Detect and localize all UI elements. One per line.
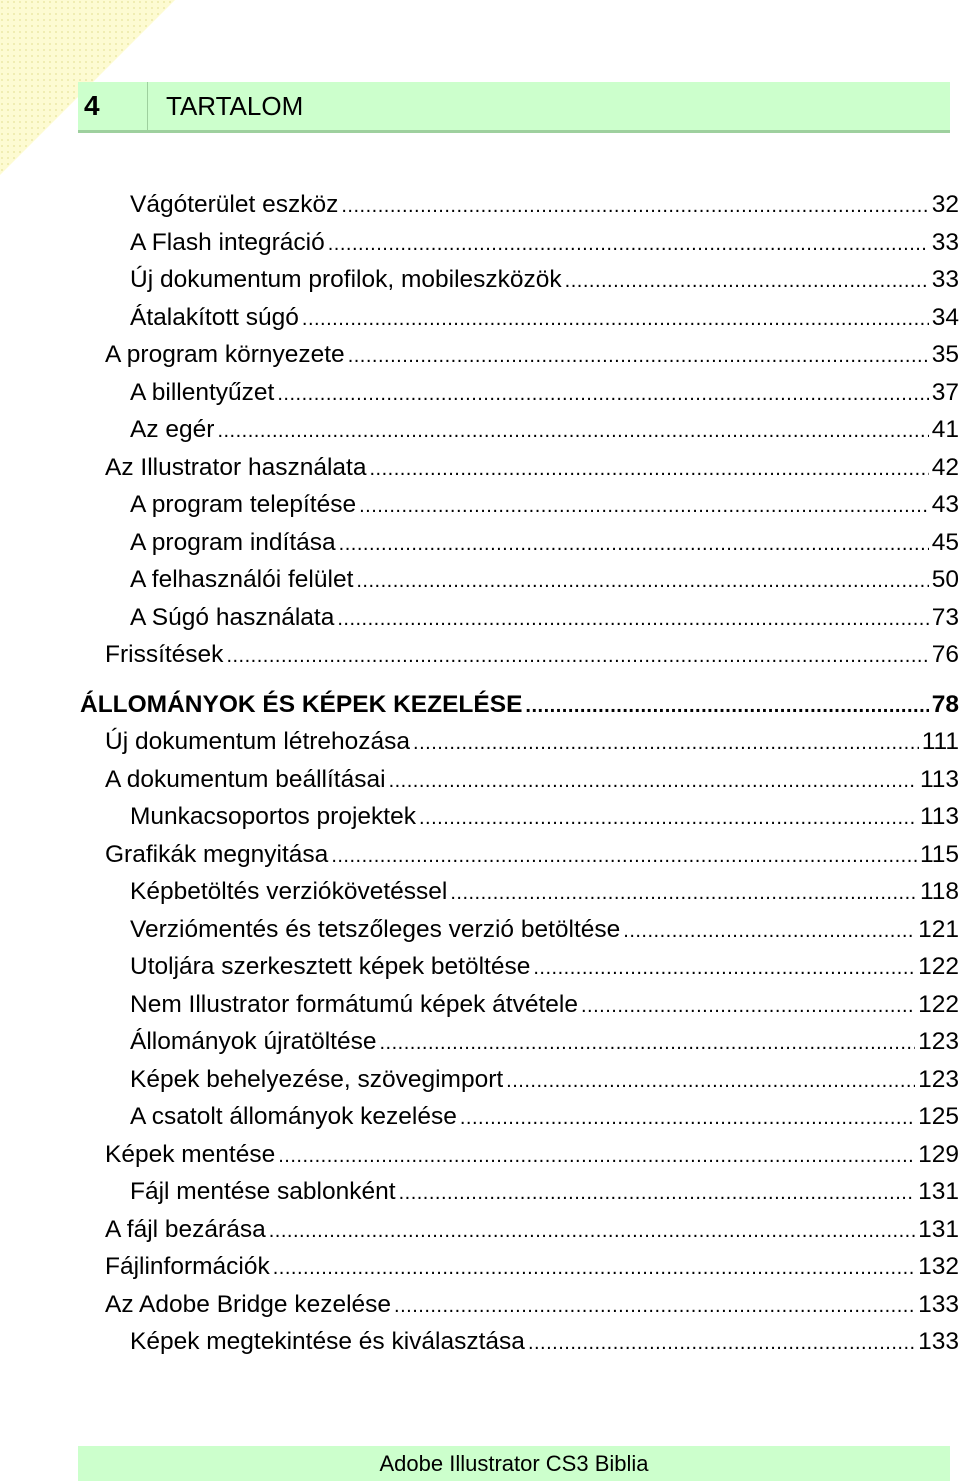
toc-dot-leader	[394, 1288, 915, 1324]
toc-entry	[105, 762, 960, 798]
toc-entry-title: Fájlinformációk	[105, 1253, 270, 1280]
toc-dot-leader	[356, 563, 928, 599]
toc-entry	[105, 1137, 960, 1173]
toc-entry-title: Munkacsoportos projektek	[130, 803, 416, 830]
toc-entry	[130, 912, 960, 948]
toc-entry-page: 78	[931, 691, 959, 718]
toc-entry	[105, 837, 960, 873]
toc-entry-page: 122	[918, 953, 959, 980]
toc-dot-leader	[450, 875, 917, 911]
toc-dot-leader	[379, 1025, 915, 1061]
toc-entry-title: A csatolt állományok kezelése	[130, 1103, 457, 1130]
toc-entry-title: Új dokumentum létrehozása	[105, 728, 411, 755]
toc-entry-page: 115	[919, 841, 959, 868]
toc-dot-leader	[533, 950, 915, 986]
toc-entry	[130, 799, 960, 835]
page-title: TARTALOM	[166, 91, 304, 121]
toc-entry	[105, 1249, 960, 1285]
toc-dot-leader	[528, 1325, 915, 1361]
toc-entry-title: Verziómentés és tetszőleges verzió betöltése	[130, 916, 621, 943]
toc-entry-title: Grafikák megnyitása	[105, 841, 329, 868]
toc-entry-title: Képek behelyezése, szövegimport	[130, 1066, 504, 1093]
toc-entry-page: 123	[918, 1028, 959, 1055]
toc-entry-title: Az Adobe Bridge kezelése	[105, 1291, 392, 1318]
toc-entry-title: A program környezete	[105, 341, 345, 368]
toc-dot-leader	[339, 526, 929, 562]
toc-dot-leader	[565, 263, 929, 299]
toc-entry-title: Új dokumentum profilok, mobileszközök	[130, 266, 562, 293]
toc-entry-page: 76	[931, 641, 959, 668]
toc-entry-title: Képek megtekintése és kiválasztása	[130, 1328, 525, 1355]
toc-entry-page: 121	[918, 916, 959, 943]
footer-text: Adobe Illustrator CS3 Biblia	[379, 1451, 649, 1476]
page-header	[78, 82, 950, 133]
toc-dot-leader	[581, 988, 915, 1024]
toc-entry	[130, 874, 960, 910]
toc-entry-page: 42	[931, 454, 959, 481]
toc-dot-leader	[269, 1213, 915, 1249]
toc-entry	[130, 300, 960, 336]
toc-entry	[130, 525, 960, 561]
toc-entry-title: Az egér	[130, 416, 215, 443]
toc-dot-leader	[337, 601, 928, 637]
toc-dot-leader	[399, 1175, 916, 1211]
toc-entry	[105, 337, 960, 373]
toc-dot-leader	[273, 1250, 915, 1286]
toc-dot-leader	[302, 301, 929, 337]
toc-entry	[130, 375, 960, 411]
toc-entry	[130, 412, 960, 448]
page-footer	[78, 1446, 950, 1481]
toc-entry	[105, 724, 960, 760]
toc-entry	[130, 1024, 960, 1060]
toc-entry-page: 111	[921, 728, 959, 755]
toc-entry-page: 33	[931, 266, 959, 293]
toc-dot-leader	[348, 338, 929, 374]
toc-entry-title: A Súgó használata	[130, 604, 335, 631]
toc-entry	[130, 487, 960, 523]
toc-dot-leader	[460, 1100, 915, 1136]
toc-entry-title: Vágóterület eszköz	[130, 191, 339, 218]
toc-entry-page: 37	[931, 379, 959, 406]
toc-entry-page: 41	[931, 416, 959, 443]
toc-entry-title: A dokumentum beállításai	[105, 766, 386, 793]
toc-entry-title: Képbetöltés verziókövetéssel	[130, 878, 448, 905]
toc-entry-title: Utoljára szerkesztett képek betöltése	[130, 953, 531, 980]
toc-entry	[130, 1062, 960, 1098]
toc-entry	[80, 687, 960, 723]
toc-entry-title: A program telepítése	[130, 491, 357, 518]
toc-entry	[130, 562, 960, 598]
toc-entry-title: A felhasználói felület	[130, 566, 354, 593]
toc-dot-leader	[359, 488, 929, 524]
toc-entry-title: A billentyűzet	[130, 379, 275, 406]
toc-dot-leader	[341, 188, 928, 224]
toc-entry-page: 43	[931, 491, 959, 518]
toc-dot-leader	[506, 1063, 915, 1099]
toc-entry-title: Az Illustrator használata	[105, 454, 367, 481]
toc-entry-page: 131	[918, 1216, 959, 1243]
toc-dot-leader	[328, 226, 929, 262]
toc-entry-title: A program indítása	[130, 529, 336, 556]
toc-entry-page: 133	[918, 1291, 959, 1318]
toc-entry-page: 133	[918, 1328, 959, 1355]
toc-entry-title: A Flash integráció	[130, 229, 325, 256]
toc-entry	[130, 600, 960, 636]
toc-entry	[105, 637, 960, 673]
toc-entry-page: 132	[918, 1253, 959, 1280]
toc-entry	[105, 1287, 960, 1323]
toc-entry-page: 45	[931, 529, 959, 556]
toc-entry-title: Állományok újratöltése	[130, 1028, 377, 1055]
toc-dot-leader	[389, 763, 917, 799]
toc-entry-page: 125	[918, 1103, 959, 1130]
toc-dot-leader	[217, 413, 928, 449]
toc-entry-title: Fájl mentése sablonként	[130, 1178, 396, 1205]
toc-entry	[130, 949, 960, 985]
toc-entry	[130, 1099, 960, 1135]
toc-entry-page: 129	[918, 1141, 959, 1168]
toc-dot-leader	[413, 725, 919, 761]
toc-entry-page: 34	[931, 304, 959, 331]
toc-entry-page: 50	[931, 566, 959, 593]
toc-entry-page: 113	[919, 803, 959, 830]
toc-entry-title: Képek mentése	[105, 1141, 276, 1168]
toc-dot-leader	[419, 800, 917, 836]
toc-entry	[130, 987, 960, 1023]
toc-entry-title: ÁLLOMÁNYOK ÉS KÉPEK KEZELÉSE	[80, 691, 523, 718]
toc-entry	[105, 450, 960, 486]
toc-dot-leader	[278, 1138, 915, 1174]
toc-entry	[130, 262, 960, 298]
toc-entry-page: 123	[918, 1066, 959, 1093]
toc-entry-title: Átalakított súgó	[130, 304, 299, 331]
toc-entry-title: A fájl bezárása	[105, 1216, 266, 1243]
toc-entry-title: Nem Illustrator formátumú képek átvétele	[130, 991, 578, 1018]
toc-entry	[130, 1324, 960, 1360]
toc-entry-page: 122	[918, 991, 959, 1018]
toc-entry-page: 32	[931, 191, 959, 218]
toc-dot-leader	[369, 451, 928, 487]
toc-dot-leader	[623, 913, 915, 949]
toc-entry	[105, 1212, 960, 1248]
toc-entry-page: 131	[918, 1178, 959, 1205]
toc-entry-page: 113	[919, 766, 959, 793]
toc-entry	[130, 225, 960, 261]
toc-entry-page: 118	[919, 878, 959, 905]
toc-entry-page: 35	[931, 341, 959, 368]
toc-entry	[130, 1174, 960, 1210]
toc-dot-leader	[331, 838, 917, 874]
toc-entry-title: Frissítések	[105, 641, 224, 668]
toc-dot-leader	[277, 376, 928, 412]
page-number: 4	[78, 82, 148, 130]
toc-entry	[130, 187, 960, 223]
toc-entry-page: 33	[931, 229, 959, 256]
toc-dot-leader	[525, 688, 928, 724]
toc-dot-leader	[226, 638, 928, 674]
toc-entry-page: 73	[931, 604, 959, 631]
